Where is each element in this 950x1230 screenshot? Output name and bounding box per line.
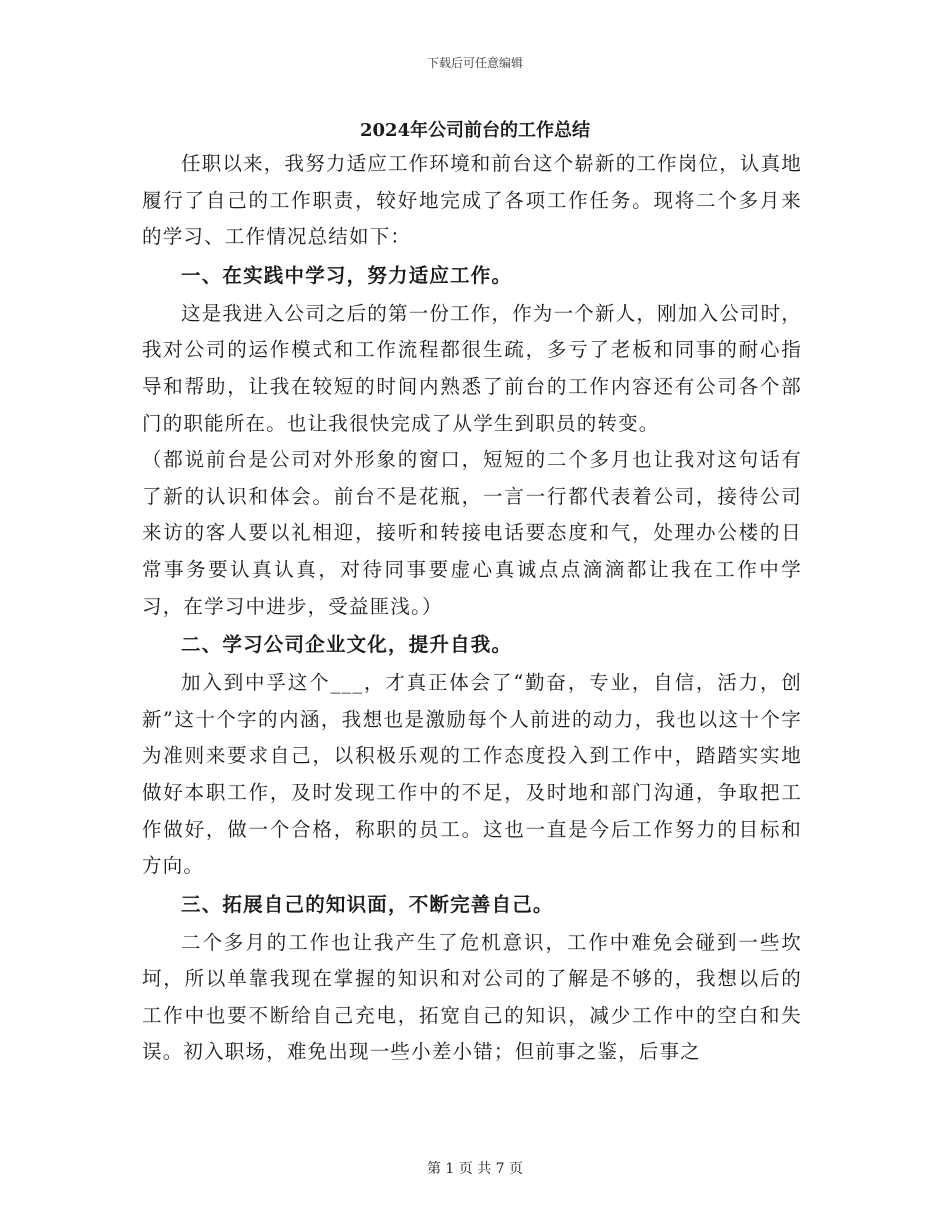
document-title: 2024年公司前台的工作总结 — [359, 120, 591, 141]
section-2-heading: 二、学习公司企业文化，提升自我。 — [181, 633, 513, 657]
document-body — [142, 146, 802, 1071]
section-2-paragraph-1: 加入到中孚这个___，才真正体会了“勤奋，专业，自信，活力，创新”这十个字的内涵，我想也是激励每个人前进的动力，我也以这十个字为准则来要求自己，以积极乐观的工作态度投入到工作中，踏踏实实地做好本职工作，及时发现工作中的不足，及时地和部门沟通，争取把工作做好，做一个合格，称职的员工。这也一直是今后工作努力的目标和方向。 — [142, 671, 802, 878]
section-1-paragraph-2: （都说前台是公司对外形象的窗口，短短的二个多月也让我对这句话有了新的认识和体会。前台不是花瓶，一言一行都代表着公司，接待公司来访的客人要以礼相迎，接听和转接电话要态度和气，处理办公楼的日常事务要认真认真，对待同事要虚心真诚点点滴滴都让我在工作中学习，在学习中进步，受益匪浅。） — [142, 448, 802, 618]
section-1-heading: 一、在实践中学习，努力适应工作。 — [181, 263, 513, 287]
section-3-paragraph-1: 二个多月的工作也让我产生了危机意识，工作中难免会碰到一些坎坷，所以单靠我现在掌握的知识和对公司的了解是不够的，我想以后的工作中也要不断给自己充电，拓宽自己的知识，减少工作中的空白和失误。初入职场，难免出现一些小差小错；但前事之鉴，后事之 — [142, 930, 802, 1064]
page-header-note: 下载后可任意编辑 — [426, 56, 523, 70]
section-3-heading: 三、拓展自己的知识面，不断完善自己。 — [181, 892, 554, 916]
section-1-paragraph-1: 这是我进入公司之后的第一份工作，作为一个新人，刚加入公司时，我对公司的运作模式和工作流程都很生疏，多亏了老板和同事的耐心指导和帮助，让我在较短的时间内熟悉了前台的工作内容还有公司各个部门的职能所在。也让我很快完成了从学生到职员的转变。 — [142, 301, 803, 435]
page-number: 第 1 页 共 7 页 — [426, 1161, 524, 1177]
intro-paragraph: 任职以来，我努力适应工作环境和前台这个崭新的工作岗位，认真地履行了自己的工作职责，较好地完成了各项工作任务。现将二个多月来的学习、工作情况总结如下： — [142, 152, 803, 249]
